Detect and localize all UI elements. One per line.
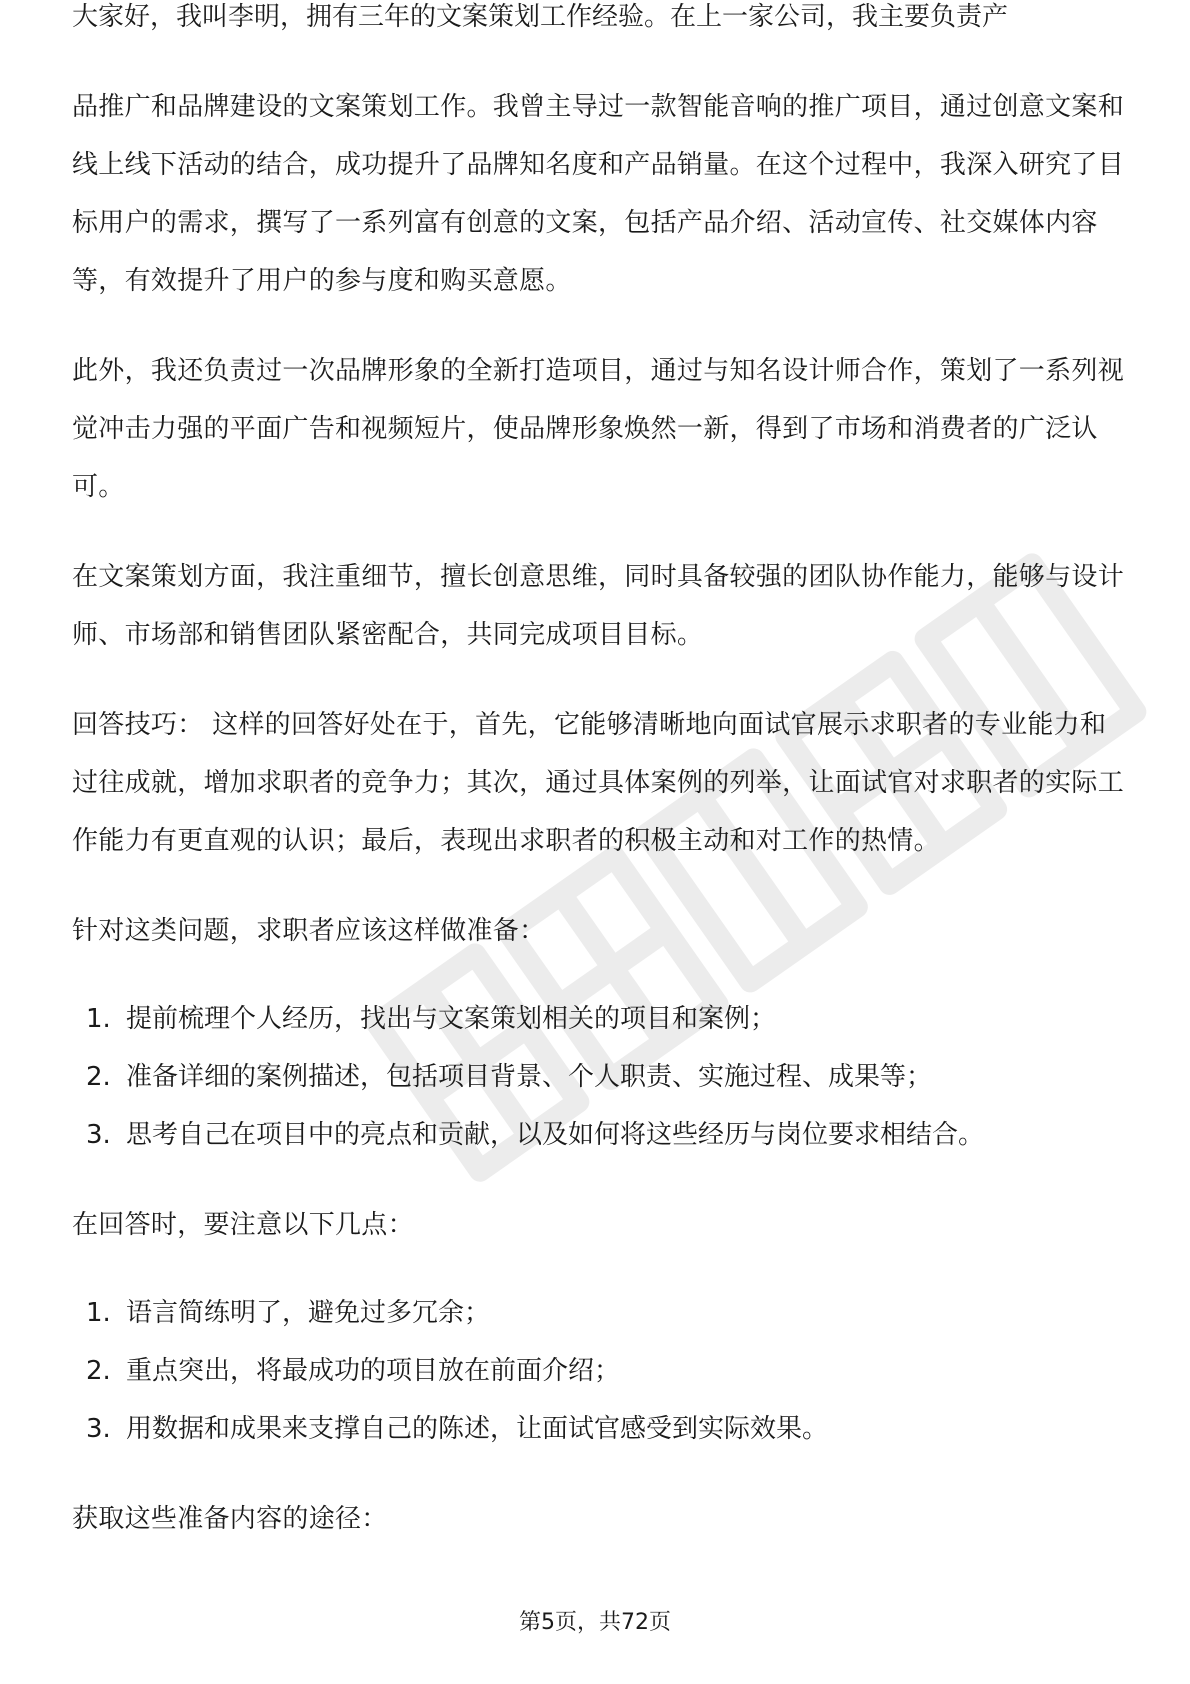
notes-list — [72, 1284, 1128, 1458]
list-text: 重点突出，将最成功的项目放在前面介绍； — [126, 1356, 621, 1386]
list-item — [72, 1284, 1128, 1342]
prep-heading: 针对这类问题，求职者应该这样做准备： — [72, 916, 546, 946]
list-number: 2. — [86, 1356, 111, 1386]
list-text: 准备详细的案例描述，包括项目背景、个人职责、实施过程、成果等； — [126, 1062, 933, 1092]
list-text: 语言简练明了，避免过多冗余； — [126, 1298, 491, 1328]
list-text: 思考自己在项目中的亮点和贡献，以及如何将这些经历与岗位要求相结合。 — [126, 1120, 985, 1150]
page-number: 第5页，共72页 — [519, 1610, 671, 1635]
source-heading: 获取这些准备内容的途径： — [72, 1504, 388, 1534]
list-item — [72, 990, 1128, 1048]
list-number: 1. — [86, 1298, 111, 1328]
list-item — [72, 1400, 1128, 1458]
list-text: 提前梳理个人经历，找出与文案策划相关的项目和案例； — [126, 1004, 777, 1034]
paragraph-brand-project: 此外，我还负责过一次品牌形象的全新打造项目，通过与知名设计师合作，策划了一系列视觉冲击力强的平面广告和视频短片，使品牌形象焕然一新，得到了市场和消费者的广泛认可。 — [72, 356, 1125, 502]
page-content — [72, 78, 1128, 1580]
list-text: 用数据和成果来支撑自己的陈述，让面试官感受到实际效果。 — [126, 1414, 829, 1444]
paragraph-strengths: 在文案策划方面，我注重细节，擅长创意思维，同时具备较强的团队协作能力，能够与设计师、市场部和销售团队紧密配合，共同完成项目目标。 — [72, 562, 1125, 650]
cut-off-top-line — [72, 0, 1128, 38]
paragraph-answer-tips: 回答技巧： 这样的回答好处在于，首先，它能够清晰地向面试官展示求职者的专业能力和过往成就，增加求职者的竞争力；其次，通过具体案例的列举，让面试官对求职者的实际工作能力有更直观的认识；最后，表现出求职者的积极主动和对工作的热情。 — [72, 710, 1125, 856]
list-item — [72, 1048, 1128, 1106]
list-number: 3. — [86, 1120, 111, 1150]
list-number: 3. — [86, 1414, 111, 1444]
prep-list — [72, 990, 1128, 1164]
list-number: 2. — [86, 1062, 111, 1092]
notes-heading: 在回答时，要注意以下几点： — [72, 1210, 414, 1240]
paragraph-experience: 品推广和品牌建设的文案策划工作。我曾主导过一款智能音响的推广项目，通过创意文案和线上线下活动的结合，成功提升了品牌知名度和产品销量。在这个过程中，我深入研究了目标用户的需求，撰写了一系列富有创意的文案，包括产品介绍、活动宣传、社交媒体内容等，有效提升了用户的参与度和购买意愿。 — [72, 92, 1125, 296]
list-item — [72, 1342, 1128, 1400]
list-number: 1. — [86, 1004, 111, 1034]
list-item — [72, 1106, 1128, 1164]
cut-off-top-text: 大家好，我叫李明，拥有三年的文案策划工作经验。在上一家公司，我主要负责产 — [72, 2, 1009, 32]
